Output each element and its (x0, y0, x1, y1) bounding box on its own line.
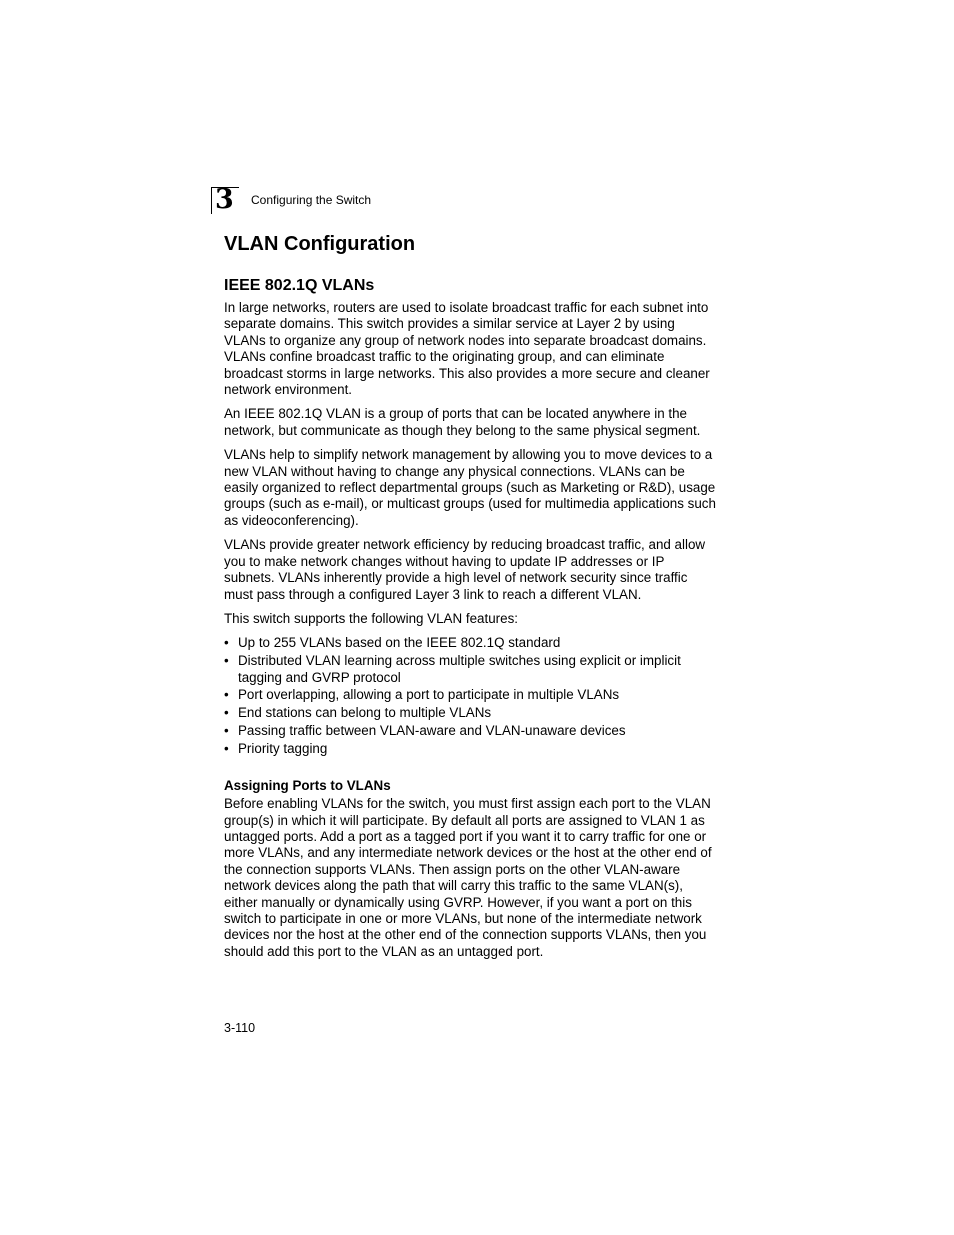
paragraph-definition: An IEEE 802.1Q VLAN is a group of ports that can be located anywhere in the network, but communicate as though they belong to the same physical segment. (224, 406, 701, 438)
paragraph-assigning-ports: Before enabling VLANs for the switch, you must first assign each port to the VLAN group(s) in which it will participate. By default all ports are assigned to VLAN 1 as untagged ports. Add a port as a tagged port if you want it to carry traffic for one or more VLANs, and any intermediate network devices or the host at the other end of the connection supports VLANs. Then assign ports on the other VLAN-aware network devices along the path that will carry this traffic to the same VLAN(s), either manually or dynamically using GVRP. However, if you want a port on this switch to participate in one or more VLANs, but none of the intermediate network devices nor the host at the other end of the connection supports VLANs, then you should add this port to the VLAN as an untagged port. (224, 796, 712, 959)
list-item (224, 741, 716, 757)
page-content (224, 230, 716, 968)
feature-list (224, 635, 716, 757)
list-item-text: Distributed VLAN learning across multiple switches using explicit or implicit tagging and GVRP protocol (238, 653, 681, 685)
bullet-marker: • (224, 653, 229, 669)
list-item-text: Up to 255 VLANs based on the IEEE 802.1Q standard (238, 635, 561, 651)
list-item (224, 687, 716, 703)
paragraph-efficiency: VLANs provide greater network efficiency by reducing broadcast traffic, and allow you to make network changes without having to update IP addresses or IP subnets. VLANs inherently provide a high level of network security since traffic must pass through a configured Layer 3 link to reach a different VLAN. (224, 537, 706, 602)
bullet-marker: • (224, 740, 229, 756)
bullet-marker: • (224, 635, 229, 651)
list-item-text: Passing traffic between VLAN-aware and VLAN-unaware devices (238, 722, 626, 738)
paragraph-features-intro: This switch supports the following VLAN features: (224, 610, 518, 626)
bullet-marker: • (224, 687, 229, 703)
list-item (224, 635, 716, 651)
list-item (224, 705, 716, 721)
list-item-text: End stations can belong to multiple VLANs (238, 705, 492, 721)
list-item (224, 723, 716, 739)
chapter-number: 3 (215, 184, 234, 215)
chapter-marker (211, 184, 239, 215)
list-item (224, 653, 716, 686)
page-title: VLAN Configuration (224, 233, 416, 255)
page-number: 3-110 (224, 1021, 256, 1035)
list-item-text: Port overlapping, allowing a port to participate in multiple VLANs (238, 687, 620, 703)
running-header: Configuring the Switch (251, 193, 372, 207)
bullet-marker: • (224, 705, 229, 721)
bullet-marker: • (224, 722, 229, 738)
list-item-text: Priority tagging (238, 740, 328, 756)
section-heading: IEEE 802.1Q VLANs (224, 277, 375, 294)
paragraph-management: VLANs help to simplify network management by allowing you to move devices to a new VLAN without having to change any physical connections. VLANs can be easily organized to reflect departmental groups (such as Marketing or R&D), usage groups (such as e-mail), or multicast groups (used for multimedia applications such as videoconferencing). (224, 447, 716, 528)
paragraph-intro: In large networks, routers are used to isolate broadcast traffic for each subnet into separate domains. This switch provides a similar service at Layer 2 by using VLANs to organize any group of network nodes into separate broadcast domains. VLANs confine broadcast traffic to the originating group, and can eliminate broadcast storms in large networks. This also provides a more secure and cleaner network environment. (224, 300, 710, 398)
subsection-heading: Assigning Ports to VLANs (224, 778, 391, 794)
